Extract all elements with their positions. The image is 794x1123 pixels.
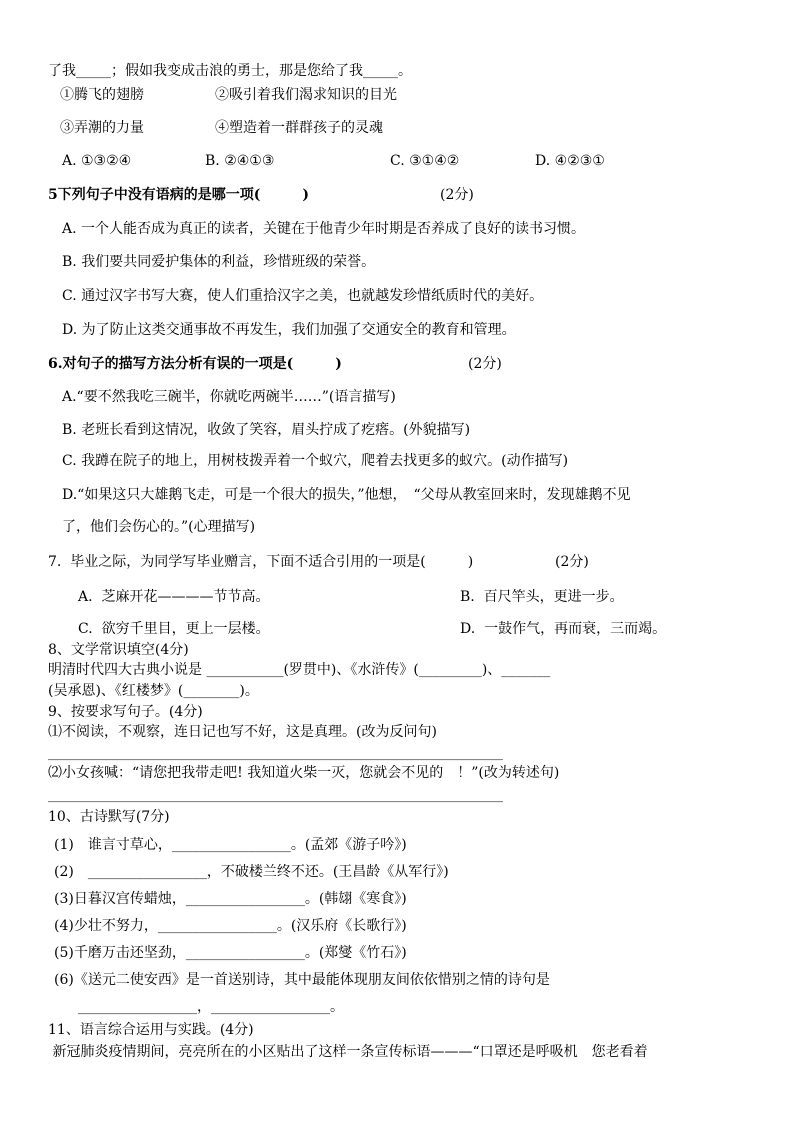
q5-option-a: A. 一个人能否成为真正的读者，关键在于他青少年时期是否养成了良好的读书习惯。 <box>62 221 586 237</box>
q9-sentence-2: ⑵小女孩喊：“请您把我带走吧! 我知道火柴一灭，您就会不见的 ！”(改为转述句) <box>48 765 560 781</box>
q10-poem-4: (4)少壮不努力，_________________。(汉乐府《长歌行》) <box>54 918 407 934</box>
q10-title: 10、古诗默写(7分) <box>48 809 170 825</box>
q6-option-b: B. 老班长看到这情况，收敛了笑容，眉头拧成了疙瘩。(外貌描写) <box>62 422 471 438</box>
q8-line2: (吴承恩)、《红楼梦》(________)。 <box>48 683 259 699</box>
q7-option-d: D. 一鼓作气，再而衰，三而竭。 <box>460 621 667 637</box>
q4-choice-b: B. ②④①③ <box>205 153 275 169</box>
q11-text: 新冠肺炎疫情期间，亮亮所在的小区贴出了这样一条宣传标语———“口罩还是呼吸机 您老看着 <box>48 1044 648 1060</box>
q5-option-c: C. 通过汉字书写大赛，使人们重拾汉字之美，也就越发珍惜纸质时代的美好。 <box>62 288 544 304</box>
q10-poem-2: (2) _________________，不破楼兰终不还。(王昌龄《从军行》) <box>54 864 449 880</box>
q7-title: 7. 毕业之际，为同学写毕业赠言，下面不适合引用的一项是( ) <box>48 554 474 570</box>
q10-poem-3: (3)日暮汉宫传蜡烛，_________________。(韩翃《寒食》) <box>54 891 407 907</box>
q9-title: 9、按要求写句子。(4分) <box>48 704 203 720</box>
q6-title: 6.对句子的描写方法分析有误的一项是( ) <box>48 356 342 372</box>
q6-option-d-line1: D.“如果这只大雄鹅飞走，可是一个很大的损失，”他想， “父母从教室回来时，发现雄鹅不见 <box>62 487 631 503</box>
q9-answer-blank-2[interactable]: _________________________________________________________________ <box>48 787 503 803</box>
q6-option-a: A.“要不然我吃三碗半，你就吃两碗半……”(语言描写) <box>62 389 396 405</box>
q4-choice-c: C. ③①④② <box>390 153 460 169</box>
q7-score: (2分) <box>555 554 589 570</box>
q9-answer-blank-1[interactable]: _________________________________________________________________ <box>48 745 503 761</box>
q6-option-d-line2: 了，他们会伤心的。”(心理描写) <box>62 519 256 535</box>
q7-option-b: B. 百尺竿头，更进一步。 <box>460 589 624 605</box>
q7-option-a: A. 芝麻开花————节节高。 <box>78 589 270 605</box>
q8-title: 8、文学常识填空(4分) <box>48 642 189 658</box>
q4-choice-d: D. ④②③① <box>535 153 605 169</box>
q8-line1: 明清时代四大古典小说是 ___________(罗贯中)、《水浒传》(_________)、_______ <box>48 662 551 678</box>
q4-option-1: ①腾飞的翅膀 <box>60 87 144 103</box>
q4-option-3: ③弄潮的力量 <box>60 120 144 136</box>
q4-option-4: ④塑造着一群群孩子的灵魂 <box>215 120 383 136</box>
q5-option-d: D. 为了防止这类交通事故不再发生，我们加强了交通安全的教育和管理。 <box>62 322 516 338</box>
q4-option-2: ②吸引着我们渴求知识的目光 <box>215 87 397 103</box>
q10-poem-1: (1) 谁言寸草心，_________________。(孟郊《游子吟》) <box>54 837 407 853</box>
q4-choice-a: A. ①③②④ <box>62 153 132 169</box>
q4-line1: 了我_____；假如我变成击浪的勇士，那是您给了我_____。 <box>48 63 412 79</box>
q5-option-b: B. 我们要共同爱护集体的利益，珍惜班级的荣誉。 <box>62 254 376 270</box>
q10-poem-6-blanks[interactable]: _________________，_________________。 <box>78 999 344 1015</box>
q6-option-c: C. 我蹲在院子的地上，用树枝拨弄着一个蚁穴，爬着去找更多的蚁穴。(动作描写) <box>62 453 569 469</box>
q9-sentence-1: ⑴不阅读，不观察，连日记也写不好，这是真理。(改为反问句) <box>48 724 437 740</box>
q6-score: (2分) <box>468 356 502 372</box>
q5-title: 5下列句子中没有语病的是哪一项( ) <box>48 187 309 203</box>
q11-title: 11、语言综合运用与实践。(4分) <box>48 1022 254 1038</box>
q10-poem-6-question: (6)《送元二使安西》是一首送别诗，其中最能体现朋友间依依惜别之情的诗句是 <box>54 972 550 988</box>
q10-poem-5: (5)千磨万击还坚劲，_________________。(郑燮《竹石》) <box>54 945 407 961</box>
q5-score: (2分) <box>440 187 474 203</box>
q7-option-c: C. 欲穷千里目，更上一层楼。 <box>78 621 270 637</box>
